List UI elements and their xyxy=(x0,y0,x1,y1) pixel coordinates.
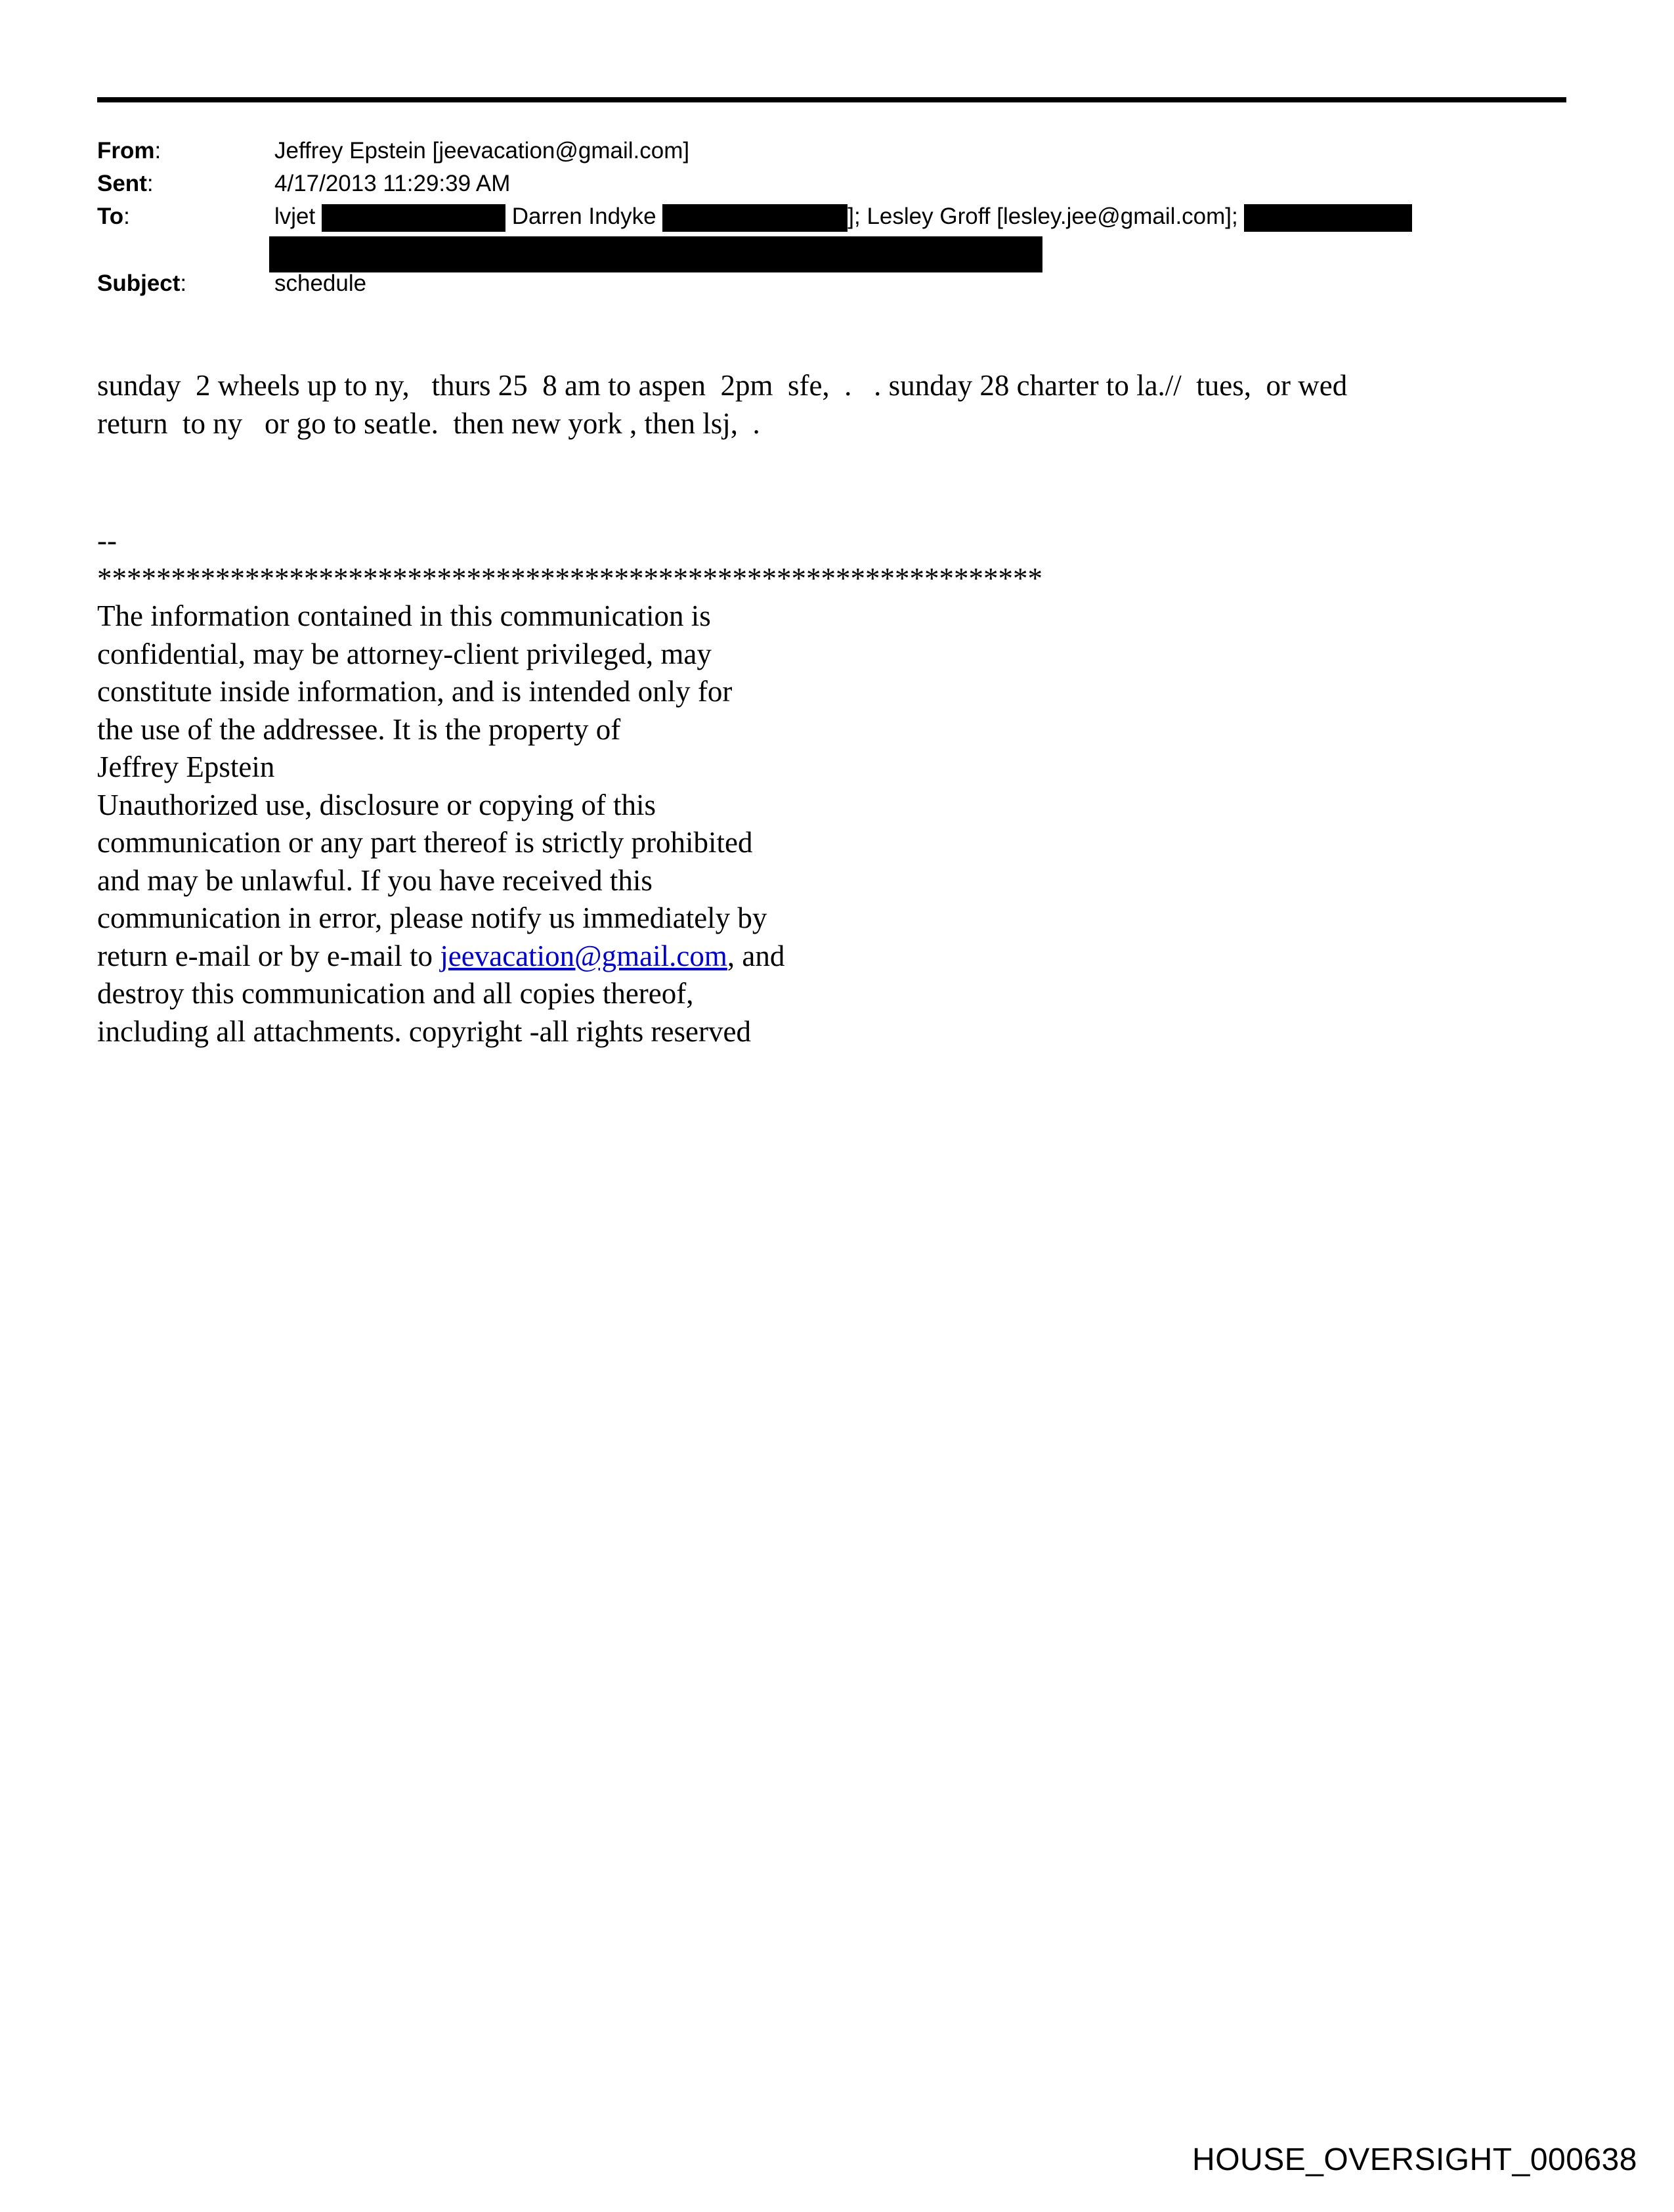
disclaimer-line: including all attachments. copyright -all rights reserved xyxy=(97,1014,751,1048)
email-link[interactable]: jeevacation@gmail.com xyxy=(440,939,727,972)
redaction-box xyxy=(1244,204,1412,232)
sent-label: Sent: xyxy=(97,171,154,196)
disclaimer-line: constitute inside information, and is intended only for xyxy=(97,675,733,708)
subject-row xyxy=(97,267,1568,300)
sent-row xyxy=(97,167,1568,200)
signature-stars: **************************************************************** xyxy=(97,561,1042,595)
sent-value: 4/17/2013 11:29:39 AM xyxy=(274,171,511,196)
to-row xyxy=(97,200,1568,266)
signature-block xyxy=(97,522,1042,1051)
disclaimer-line: communication in error, please notify us immediately by xyxy=(97,901,767,934)
redaction-box xyxy=(322,204,505,232)
subject-value: schedule xyxy=(274,271,367,296)
from-value: Jeffrey Epstein [jeevacation@gmail.com] xyxy=(274,138,690,163)
return-prefix: return e-mail or by e-mail to xyxy=(97,939,440,972)
disclaimer-line: and may be unlawful. If you have received this xyxy=(97,863,653,897)
to-label: To: xyxy=(97,204,130,229)
header-rule xyxy=(97,97,1566,102)
email-header xyxy=(97,135,1568,300)
body-line: sunday 2 wheels up to ny, thurs 25 8 am to aspen 2pm sfe, . . sunday 28 charter to la.// tues, or wed xyxy=(97,369,1348,402)
body-line: return to ny or go to seatle. then new york , then lsj, . xyxy=(97,407,760,440)
return-suffix: , and xyxy=(727,939,785,972)
disclaimer-line: The information contained in this communication is xyxy=(97,599,711,632)
to-value xyxy=(274,200,1412,233)
from-label: From: xyxy=(97,138,161,163)
bates-number: HOUSE_OVERSIGHT_000638 xyxy=(1192,2142,1637,2177)
email-body xyxy=(97,366,1568,443)
subject-label: Subject: xyxy=(97,271,187,296)
signature-dashes: -- xyxy=(97,524,117,557)
to-recipient-1: lvjet xyxy=(274,204,316,229)
disclaimer-line: communication or any part thereof is strictly prohibited xyxy=(97,826,753,859)
from-row xyxy=(97,135,1568,167)
to-recipient-3: ]; Lesley Groff [lesley.jee@gmail.com]; xyxy=(848,204,1238,229)
disclaimer-line: Jeffrey Epstein xyxy=(97,750,275,783)
disclaimer-line: confidential, may be attorney-client privileged, may xyxy=(97,637,712,670)
disclaimer-line: the use of the addressee. It is the property of xyxy=(97,712,621,746)
disclaimer-line: destroy this communication and all copies thereof, xyxy=(97,977,694,1010)
redaction-box xyxy=(662,204,848,232)
disclaimer-line: Unauthorized use, disclosure or copying of this xyxy=(97,788,656,821)
disclaimer-line-with-link xyxy=(97,938,1016,976)
to-recipient-2: Darren Indyke xyxy=(511,204,656,229)
